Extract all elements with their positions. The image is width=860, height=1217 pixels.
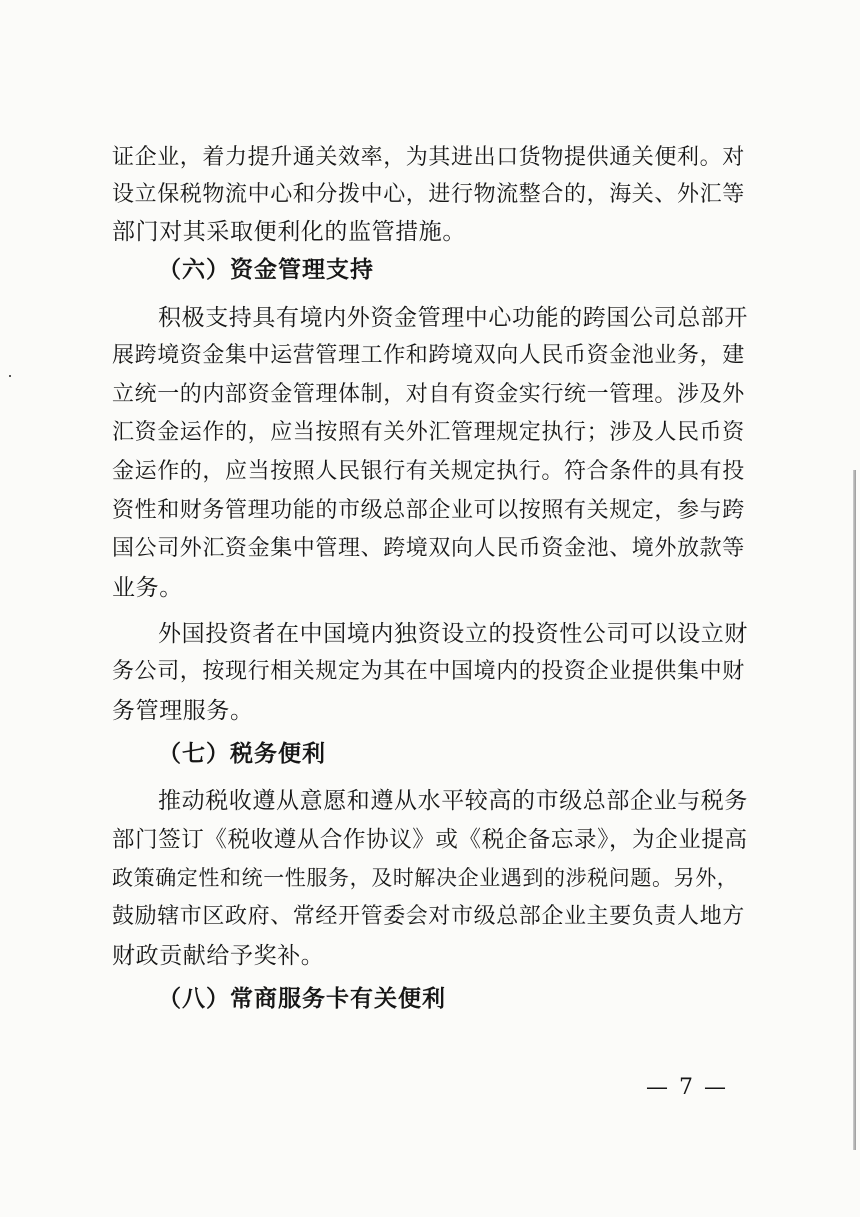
paragraph-line: 务公司，按现行相关规定为其在中国境内的投资企业提供集中财 — [112, 659, 745, 684]
paragraph-line: 资性和财务管理功能的市级总部企业可以按照有关规定，参与跨 — [112, 498, 745, 523]
scan-artifact — [9, 375, 11, 377]
paragraph-line: 设立保税物流中心和分拨中心，进行物流整合的，海关、外汇等 — [112, 182, 745, 207]
section-heading-8: （八）常商服务卡有关便利 — [158, 986, 446, 1012]
paragraph-line: 积极支持具有境内外资金管理中心功能的跨国公司总部开 — [158, 305, 748, 331]
section-heading-7: （七）税务便利 — [158, 741, 326, 767]
paragraph-line: 汇资金运作的，应当按照有关外汇管理规定执行；涉及人民币资 — [112, 420, 745, 445]
paragraph-line: 展跨境资金集中运营管理工作和跨境双向人民币资金池业务，建 — [112, 343, 745, 368]
paragraph-line: 部门签订《税收遵从合作协议》或《税企备忘录》，为企业提高 — [112, 827, 748, 853]
paragraph-line: 业务。 — [112, 575, 183, 601]
paragraph-line: 国公司外汇资金集中管理、跨境双向人民币资金池、境外放款等 — [112, 536, 745, 561]
paragraph-line: 外国投资者在中国境内独资设立的投资性公司可以设立财 — [158, 621, 748, 647]
paragraph-line: 财政贡献给予奖补。 — [112, 943, 325, 969]
page-number: — 7 — — [646, 1075, 728, 1100]
section-heading-6: （六）资金管理支持 — [158, 257, 374, 283]
scan-edge — [853, 470, 856, 1150]
paragraph-line: 鼓励辖市区政府、常经开管委会对市级总部企业主要负责人地方 — [112, 904, 745, 929]
paragraph-line: 立统一的内部资金管理体制，对自有资金实行统一管理。涉及外 — [112, 382, 745, 407]
paragraph-line: 政策确定性和统一性服务，及时解决企业遇到的涉税问题。另外， — [112, 866, 739, 890]
paragraph-line: 推动税收遵从意愿和遵从水平较高的市级总部企业与税务 — [158, 788, 748, 814]
paragraph-line: 部门对其采取便利化的监管措施。 — [112, 219, 466, 245]
paragraph-line: 务管理服务。 — [112, 698, 254, 724]
paragraph-line: 证企业，着力提升通关效率，为其进出口货物提供通关便利。对 — [112, 145, 745, 170]
paragraph-line: 金运作的，应当按照人民银行有关规定执行。符合条件的具有投 — [112, 459, 745, 484]
